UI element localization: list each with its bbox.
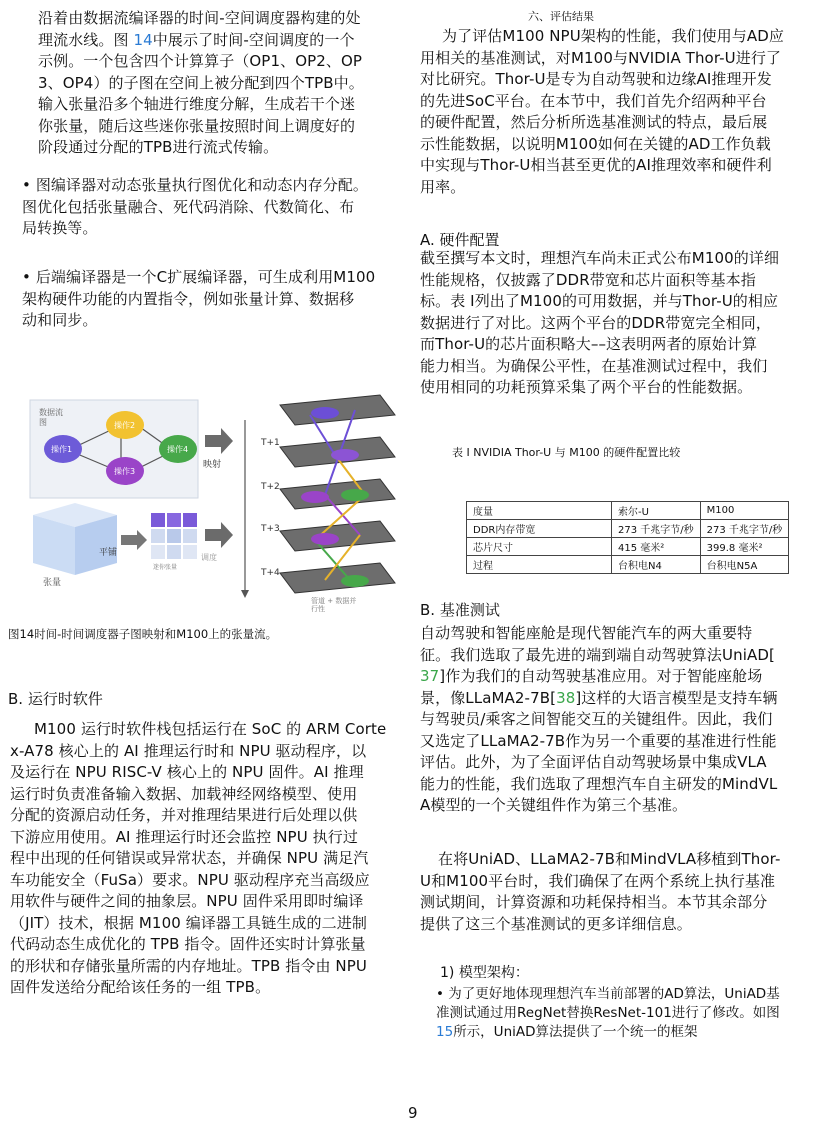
evaluation-intro: 为了评估M100 NPU架构的性能，我们使用与AD应 用相关的基准测试，对M100与NVIDIA Thor-U进行了 对比研究。Thor-U是专为自动驾驶和边缘AI推理开发 的先进SoC平台。在本节中，我们首先介绍两种平台 的硬件配置，然后分析所选基准测试的特点，最后展 示性能数据，以说明M100如何在关键的AD工作负载 中实现与Thor-U相当甚至更优的AI推理效率和硬件利 用率。: [420, 27, 784, 196]
op4-label: 操作4: [167, 445, 189, 454]
schedule-label: 调度: [201, 553, 217, 562]
op2-label: 操作2: [114, 421, 136, 430]
runtime-paragraph: M100 运行时软件栈包括运行在 SoC 的 ARM Corte x-A78 核心上的 AI 推理运行时和 NPU 驱动程序，以 及运行在 NPU RISC-V 核心上的 NPU 固件。AI 推理 运行时负责准备输入数据、加载神经网络模型、使用 分配的资源启动任务，并对推理结果进行后处理以供 下游应用使用。AI 推理运行时还会监控 NPU 执行过 程中出现的任何错误或异常状态，并确保 NPU 满足汽 车功能安全（FuSa）要求。NPU 驱动程序充当高级应 用软件与硬件之间的抽象层。NPU 固件采用即时编译 （JIT）技术，根据 M100 编译器工具链生成的二进制 代码动态生成优化的 TPB 指令。固件还实时计算张量 的形状和存储张量所需的内存地址。TPB 指令由 NPU 固件发送给分配给该任务的一组 TPB。: [10, 720, 387, 996]
porting-paragraph: 在将UniAD、LLaMA2-7B和MindVLA移植到Thor- U和M100平台时，我们确保了在两个系统上执行基准 测试期间，计算资源和功耗保持相当。本节其余部分 提供了这三个基准测试的更多详细信息。: [420, 850, 781, 933]
dataflow-label: 数据流: [39, 408, 63, 417]
tensor-cube: [33, 503, 117, 575]
mini-tensor-grid: [151, 513, 197, 559]
pipeline-label-1: 管道 + 数据并: [311, 597, 357, 605]
table-header-row: 度量 索尔-U M100: [467, 502, 789, 520]
figure-14-caption: 图14时间-时间调度器子图映射和M100上的张量流。: [8, 627, 278, 641]
bullet-backend-compiler: • 后端编译器是一个C扩展编译器，可生成利用M100 架构硬件功能的内置指令，例如张量计算、数据移 动和同步。: [22, 268, 376, 329]
hardware-table: [466, 501, 789, 574]
ref-38[interactable]: 38: [556, 688, 576, 707]
table-row: 芯片尺寸 415 毫米² 399.8 毫米²: [467, 538, 789, 556]
section-b-runtime-title: B. 运行时软件: [8, 690, 103, 708]
left-para-1: 沿着由数据流编译器的时间-空间调度器构建的处 理流水线。图 14中展示了时间-空间调度的一个 示例。一个包含四个计算算子（OP1、OP2、OP 3、OP4）的子图在空间上被分配到四个TPB中。 输入张量沿多个轴进行维度分解，生成若干个迷 你张量，随后这些迷你张量按照时间上调度好的 阶段通过分配的TPB进行流式传输。: [38, 9, 364, 156]
tensor-label: 张量: [43, 578, 62, 588]
map-arrow: [205, 428, 233, 454]
figure-14: [25, 385, 400, 615]
section-a-title: A. 硬件配置: [420, 231, 500, 249]
pipeline-label-2: 行性: [311, 605, 325, 613]
map-label: 映射: [203, 460, 222, 470]
op1-label: 操作1: [51, 445, 73, 454]
time-t3: T+3: [261, 524, 280, 534]
graph-label: 图: [39, 418, 47, 427]
table-title: 表 I NVIDIA Thor-U 与 M100 的硬件配置比较: [452, 446, 681, 459]
section-6-title: 六、评估结果: [528, 10, 594, 23]
benchmark-paragraph: 自动驾驶和智能座舱是现代智能汽车的两大重要特 征。我们选取了最先进的端到端自动驾驶算法UniAD[ 37]作为我们的自动驾驶基准应用。对于智能座舱场 景，像LLaMA2-7B[38]这样的大语言模型是支持车辆 与驾驶员/乘客之间智能交互的关键组件。因此，我们 又选定了LLaMA2-7B作为另一个重要的基准进行性能 评估。此外，为了全面评估自动驾驶场景中集成VLA 能力的性能，我们选取了理想汽车自主研发的MindVL A模型的一个关键组件作为第三个基准。: [420, 624, 778, 814]
table-row: 过程 台积电N4 台积电N5A: [467, 556, 789, 574]
model-architecture-title: 1) 模型架构：: [440, 965, 529, 981]
ref-37[interactable]: 37: [420, 667, 440, 685]
time-t1: T+1: [261, 438, 280, 448]
tile-arrow: [121, 530, 147, 550]
tile-label: 平铺: [99, 548, 118, 558]
mini-tensor-label: 迷你张量: [153, 564, 178, 571]
hardware-table-wrap: [466, 501, 789, 574]
model-architecture-paragraph: • 为了更好地体现理想汽车当前部署的AD算法，UniAD基 准测试通过用RegNet替换ResNet-101进行了修改。如图 15所示，UniAD算法提供了一个统一的框架: [436, 986, 780, 1040]
schedule-arrow: [205, 522, 233, 548]
time-t2: T+2: [261, 482, 280, 492]
hardware-config-paragraph: 截至撰写本文时，理想汽车尚未正式公布M100的详细 性能规格，仅披露了DDR带宽和芯片面积等基本指 标。表 I列出了M100的可用数据，并与Thor-U的相应 数据进行了对比。这两个平台的DDR带宽完全相同， 而Thor-U的芯片面积略大––这表明两者的原始计算 能力相当。为确保公平性，在基准测试过程中，我们 使用相同的功耗预算采集了两个平台的性能数据。: [420, 249, 780, 396]
op3-label: 操作3: [114, 467, 136, 476]
figure-ref-15[interactable]: 15: [436, 1024, 454, 1040]
table-row: DDR内存带宽 273 千兆字节/秒 273 千兆字节/秒: [467, 520, 789, 538]
figure-ref-14[interactable]: 14: [133, 30, 153, 49]
time-t4: T+4: [261, 568, 280, 578]
section-b-benchmark-title: B. 基准测试: [420, 601, 500, 619]
page-number: 9: [408, 1104, 418, 1122]
figure-14-diagram: [25, 385, 400, 615]
bullet-graph-compiler: • 图编译器对动态张量执行图优化和动态内存分配。 图优化包括张量融合、死代码消除、代数简化、布 局转换等。: [22, 176, 369, 237]
